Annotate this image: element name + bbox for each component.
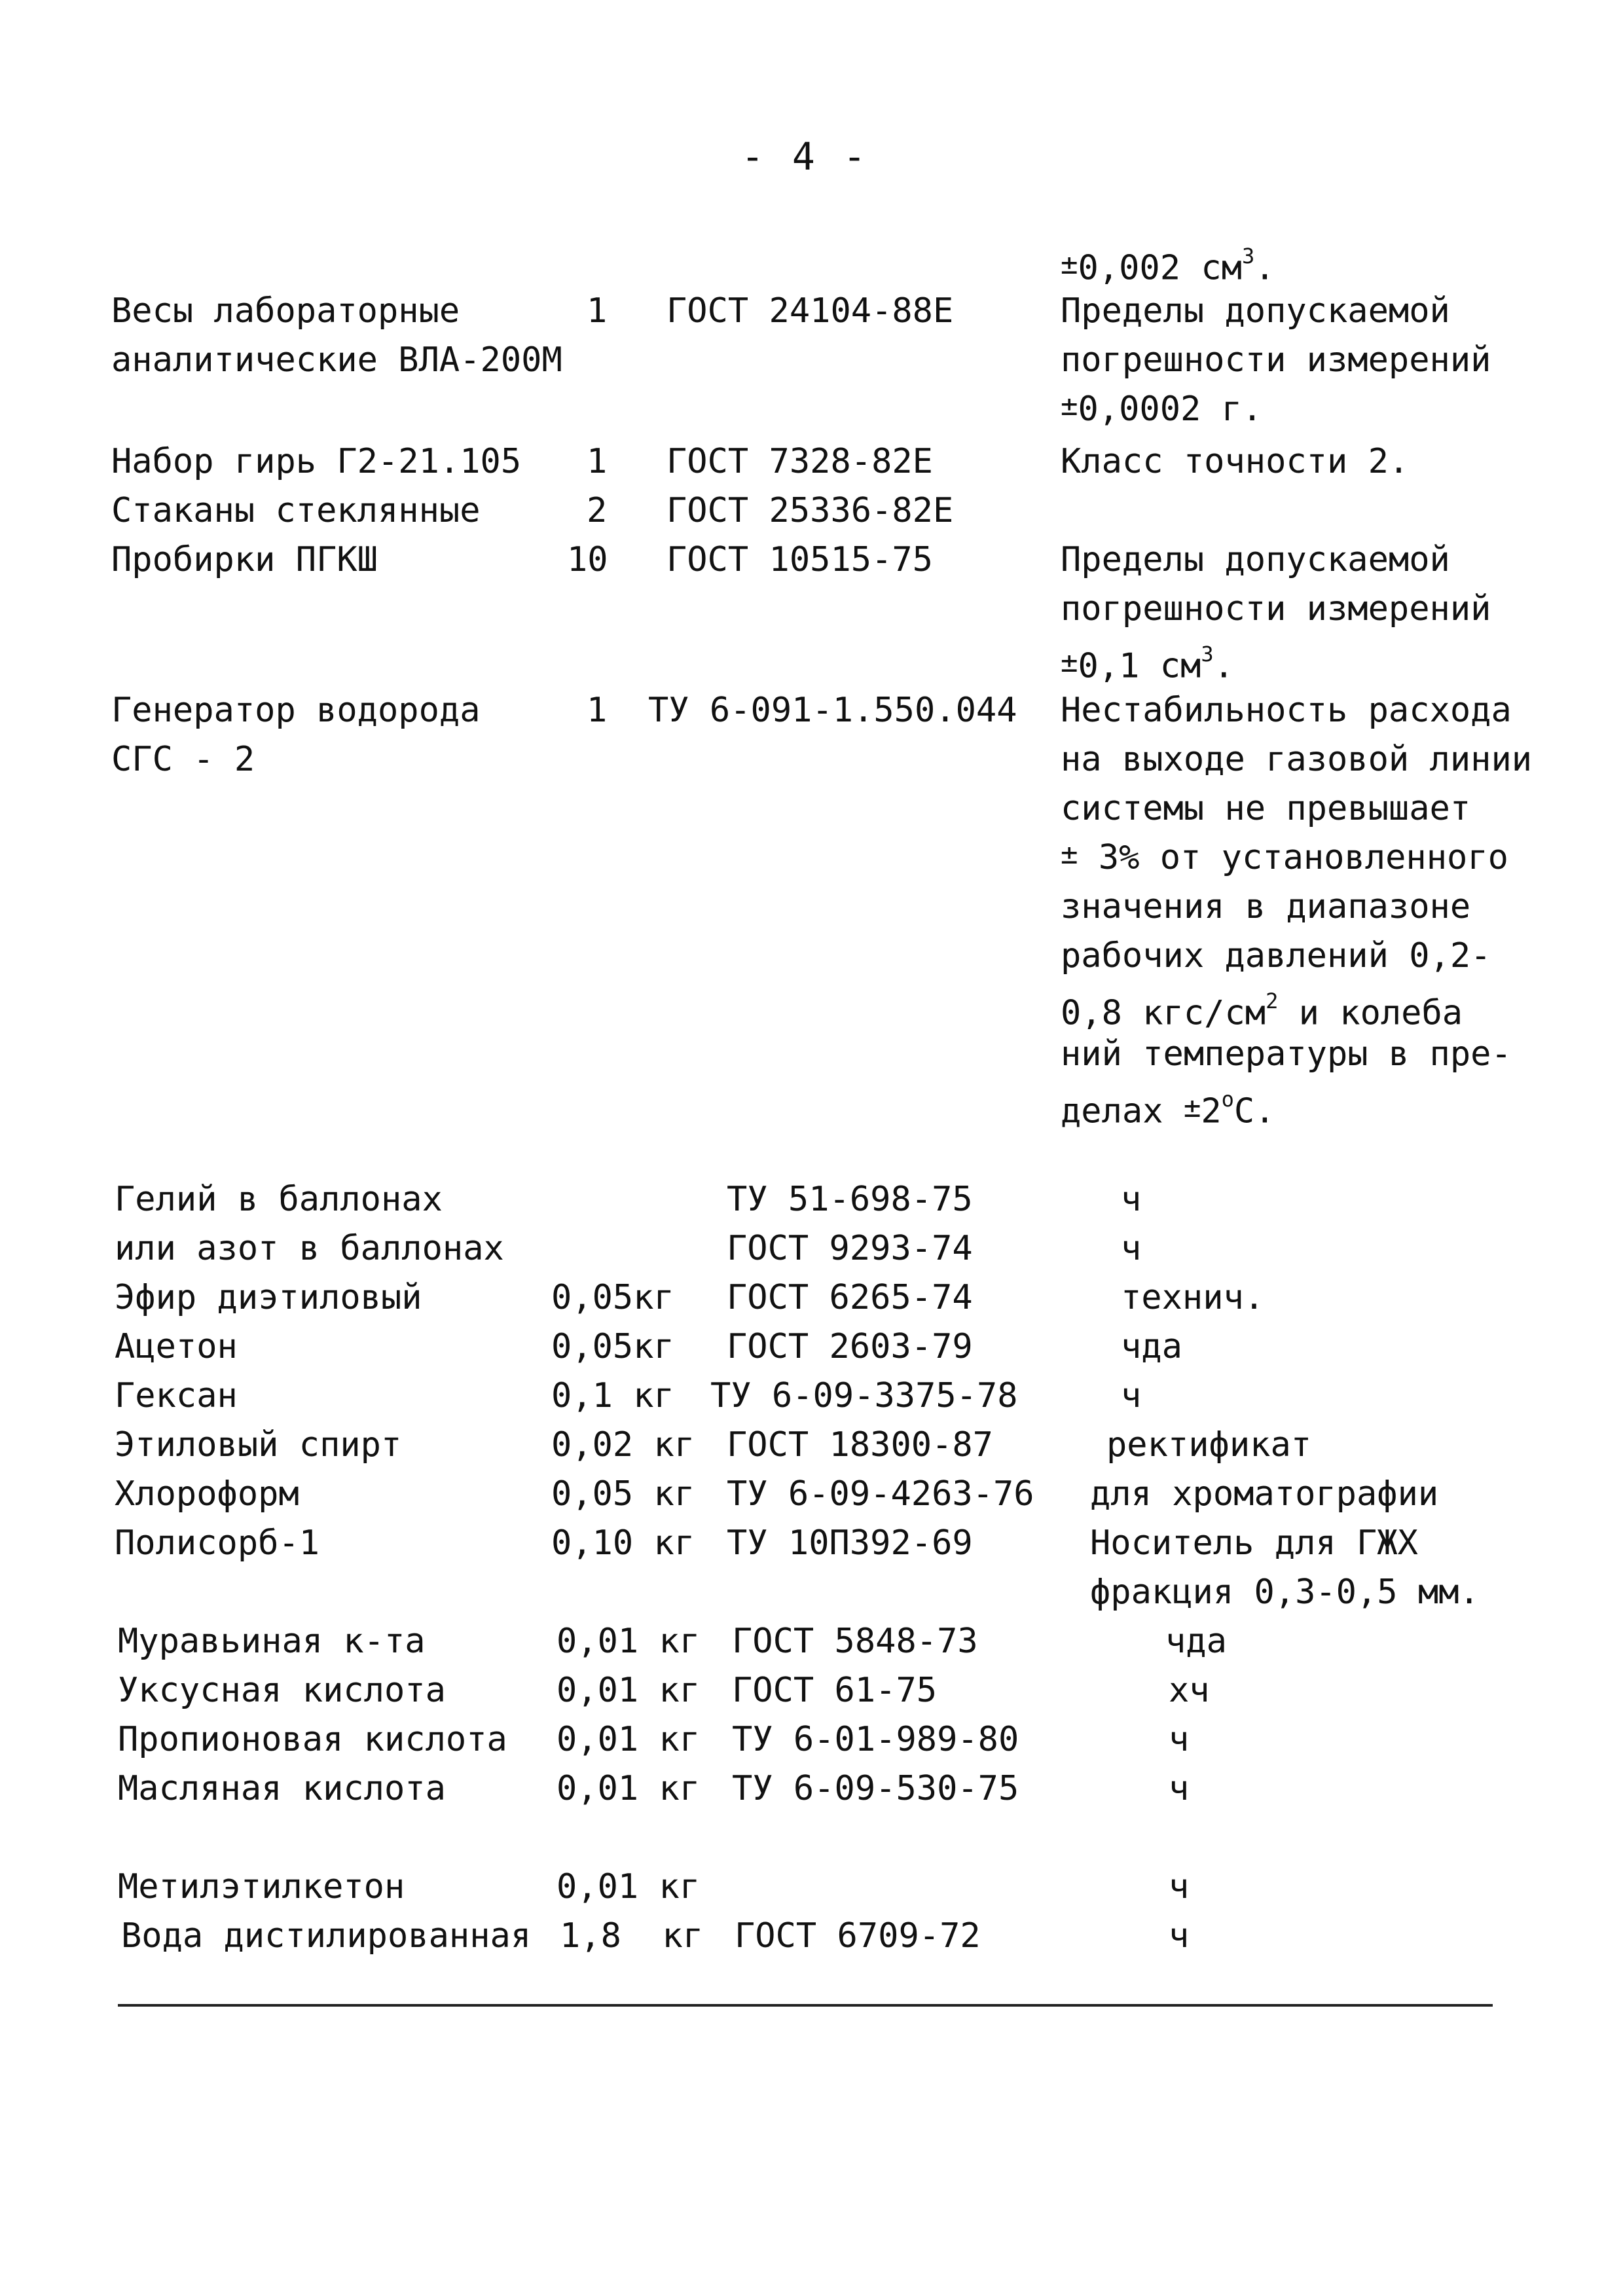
reagent-grade: ч xyxy=(1121,1229,1142,1268)
reagent-standard: ГОСТ 61-75 xyxy=(732,1671,938,1710)
reagent-name: Этиловый спирт xyxy=(115,1425,402,1465)
reagent-standard: ГОСТ 18300-87 xyxy=(727,1425,993,1465)
reagent-standard: ГОСТ 2603-79 xyxy=(727,1327,973,1366)
reagent-qty: 0,02 кг xyxy=(551,1425,695,1465)
reagent-qty: 0,01 кг xyxy=(556,1671,701,1710)
scales-standard: ГОСТ 24104-88Е xyxy=(666,291,954,331)
reagent-grade: технич. xyxy=(1121,1278,1265,1317)
reagent-grade: для хроматографии xyxy=(1090,1474,1439,1514)
reagent-qty: 0,01 кг xyxy=(556,1867,701,1906)
scales-name-line2: аналитические ВЛА-200М xyxy=(111,340,562,380)
reagent-qty: 0,01 кг xyxy=(556,1769,701,1808)
tubes-standard: ГОСТ 10515-75 xyxy=(666,540,933,579)
reagent-standard: ГОСТ 9293-74 xyxy=(727,1229,973,1268)
reagent-grade: чда xyxy=(1121,1327,1182,1366)
generator-spec-line9: делах $\pm 2^oС$. xyxy=(1061,1087,1275,1131)
reagent-grade: ч xyxy=(1121,1376,1142,1415)
reagent-name: Метилэтилкетон xyxy=(118,1867,405,1906)
weights-spec: Класс точности 2. xyxy=(1061,442,1410,481)
weights-standard: ГОСТ 7328-82Е xyxy=(666,442,933,481)
reagent-standard: ТУ 6-09-3375-78 xyxy=(710,1376,1018,1415)
weights-name: Набор гирь Г2-21.105 xyxy=(111,442,522,481)
reagent-name: или азот в баллонах xyxy=(115,1229,504,1268)
scales-qty: 1 xyxy=(587,291,608,331)
reagent-name: Ацетон xyxy=(115,1327,238,1366)
tubes-qty: 10 xyxy=(567,540,608,579)
generator-spec-line2: на выходе газовой линии xyxy=(1061,740,1533,779)
reagent-grade: ч xyxy=(1169,1916,1190,1956)
reagent-name: Гексан xyxy=(115,1376,238,1415)
reagent-grade: ч xyxy=(1169,1867,1190,1906)
reagent-name: Хлороформ xyxy=(115,1474,299,1514)
scales-spec-line2: погрешности измерений xyxy=(1061,340,1491,380)
scales-name-line1: Весы лабораторные xyxy=(111,291,460,331)
top-spec-tail: ±0,002 $см^3$. xyxy=(1061,244,1275,288)
reagent-grade: ч xyxy=(1169,1720,1190,1759)
reagent-name: Муравьиная к-та xyxy=(118,1622,426,1661)
reagent-qty: 0,05 кг xyxy=(551,1474,695,1514)
scales-spec-line3: ±0,0002 г. xyxy=(1061,389,1263,429)
tubes-spec-line1: Пределы допускаемой xyxy=(1061,540,1450,579)
tubes-spec-line2: погрешности измерений xyxy=(1061,589,1491,629)
reagent-name: Уксусная кислота xyxy=(118,1671,446,1710)
weights-qty: 1 xyxy=(587,442,608,481)
reagent-grade: ч xyxy=(1169,1769,1190,1808)
reagent-name: Пропионовая кислота xyxy=(118,1720,507,1759)
reagent-qty: 0,10 кг xyxy=(551,1523,695,1563)
beakers-qty: 2 xyxy=(587,491,608,530)
reagent-name: Вода дистилированная xyxy=(121,1916,532,1956)
reagent-grade: Носитель для ГЖХ xyxy=(1090,1523,1418,1563)
reagent-name: Масляная кислота xyxy=(118,1769,446,1808)
bottom-rule xyxy=(118,2004,1493,2007)
reagent-standard: ТУ 6-09-4263-76 xyxy=(727,1474,1034,1514)
reagent-qty: 0,1 кг xyxy=(551,1376,674,1415)
generator-standard: ТУ 6-091-1.550.044 xyxy=(648,691,1017,730)
generator-spec-line3: системы не превышает xyxy=(1061,789,1471,828)
reagent-standard: ТУ 6-01-989-80 xyxy=(732,1720,1019,1759)
generator-name-line2: СГС - 2 xyxy=(111,740,255,779)
reagent-standard: ГОСТ 6709-72 xyxy=(735,1916,981,1956)
page-number: - 4 - xyxy=(741,134,869,179)
reagent-standard: ТУ 6-09-530-75 xyxy=(732,1769,1019,1808)
reagent-grade: чда xyxy=(1165,1622,1227,1661)
reagent-qty: 0,01 кг xyxy=(556,1622,701,1661)
generator-spec-line1: Нестабильность расхода xyxy=(1061,691,1512,730)
generator-qty: 1 xyxy=(587,691,608,730)
reagent-qty: 0,01 кг xyxy=(556,1720,701,1759)
reagent-standard: ГОСТ 5848-73 xyxy=(732,1622,978,1661)
tubes-name: Пробирки ПГКШ xyxy=(111,540,378,579)
beakers-standard: ГОСТ 25336-82Е xyxy=(666,491,954,530)
generator-spec-line6: рабочих давлений 0,2- xyxy=(1061,936,1491,975)
reagent-grade: ректификат xyxy=(1106,1425,1312,1465)
reagent-qty: 1,8 кг xyxy=(560,1916,704,1956)
reagent-grade-line2: фракция 0,3-0,5 мм. xyxy=(1090,1573,1480,1612)
generator-name-line1: Генератор водорода xyxy=(111,691,481,730)
reagent-name: Эфир диэтиловый xyxy=(115,1278,422,1317)
tubes-spec-line3: ±0,1 $см^3$. xyxy=(1061,642,1234,686)
generator-spec-line5: значения в диапазоне xyxy=(1061,887,1471,926)
reagent-qty: 0,05кг xyxy=(551,1278,674,1317)
reagent-qty: 0,05кг xyxy=(551,1327,674,1366)
generator-spec-line7: 0,8 кгс/$см^2$ и колеба xyxy=(1061,989,1463,1033)
reagent-grade: ч xyxy=(1121,1180,1142,1219)
generator-spec-line4: ± 3% от установленного xyxy=(1061,837,1508,877)
reagent-name: Гелий в баллонах xyxy=(115,1180,443,1219)
reagent-standard: ТУ 51-698-75 xyxy=(727,1180,973,1219)
reagent-standard: ГОСТ 6265-74 xyxy=(727,1278,973,1317)
beakers-name: Стаканы стеклянные xyxy=(111,491,481,530)
reagent-standard: ТУ 10П392-69 xyxy=(727,1523,973,1563)
scales-spec-line1: Пределы допускаемой xyxy=(1061,291,1450,331)
reagent-name: Полисорб-1 xyxy=(115,1523,320,1563)
generator-spec-line8: ний температуры в пре- xyxy=(1061,1034,1512,1074)
reagent-grade: хч xyxy=(1169,1671,1210,1710)
